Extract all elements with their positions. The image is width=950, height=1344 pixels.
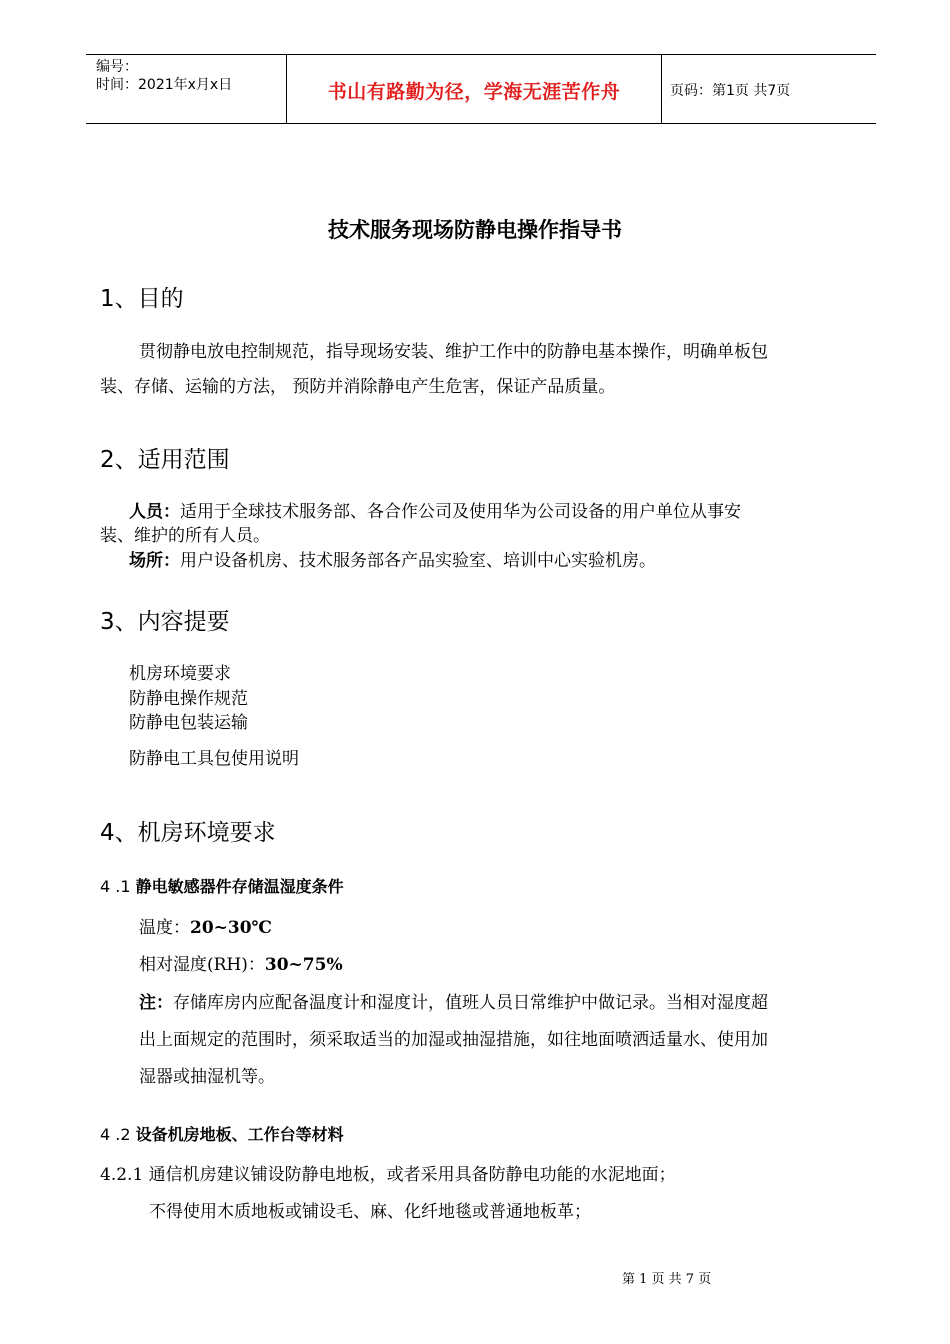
humidity-label: 相对湿度(RH)： <box>139 955 265 975</box>
temperature-value: 20~30℃ <box>190 918 272 938</box>
header-page-cell <box>662 55 876 123</box>
subsection-number: 4 .2 <box>100 1125 136 1144</box>
header-page-info: 页码：第1页 共7页 <box>670 83 791 99</box>
note-line3: 湿器或抽湿机等。 <box>139 1067 275 1087</box>
subsection-number: 4 .1 <box>100 877 136 896</box>
place-text: 用户设备机房、技术服务部各产品实验室、培训中心实验机房。 <box>180 551 656 571</box>
section-1-para-line2: 装、存储、运输的方法， 预防并消除静电产生危害，保证产品质量。 <box>100 377 616 397</box>
section-1-para-line1: 贯彻静电放电控制规范，指导现场安装、维护工作中的防静电基本操作，明确单板包 <box>139 342 768 362</box>
temperature-label: 温度： <box>139 918 190 938</box>
summary-item: 防静电工具包使用说明 <box>129 749 299 769</box>
header-motto-cell <box>286 55 662 123</box>
humidity-value: 30~75% <box>264 955 343 975</box>
section-2-people-line2: 装、维护的所有人员。 <box>100 526 270 546</box>
subsection-4-2-heading <box>100 1122 344 1145</box>
section-3-heading: 3、内容提要 <box>100 609 230 635</box>
section-2-place <box>129 549 656 573</box>
clause-4-2-1-line2: 不得使用木质地板或铺设毛、麻、化纤地毯或普通地板革； <box>149 1202 591 1222</box>
summary-item: 防静电包装运输 <box>129 713 248 733</box>
section-1-heading: 1、目的 <box>100 286 184 312</box>
page-footer: 第 1 页 共 7 页 <box>622 1272 712 1287</box>
note-label: 注： <box>139 993 173 1013</box>
clause-4-2-1-line1: 4.2.1 通信机房建议铺设防静电地板，或者采用具备防静电功能的水泥地面； <box>100 1165 676 1185</box>
temperature-line <box>139 911 272 945</box>
doc-time: 时间：2021年x月x日 <box>96 77 233 93</box>
section-2-people <box>129 500 741 524</box>
note-line1 <box>139 986 768 1020</box>
place-label: 场所： <box>129 551 180 571</box>
section-2-heading: 2、适用范围 <box>100 447 230 473</box>
subsection-4-1-heading <box>100 874 344 897</box>
section-4-heading: 4、机房环境要求 <box>100 820 276 846</box>
header-meta-cell <box>86 55 286 123</box>
header-table <box>86 54 876 124</box>
doc-number: 编号： <box>96 59 138 75</box>
summary-item: 防静电操作规范 <box>129 689 248 709</box>
people-label: 人员： <box>129 502 180 522</box>
note-text-1: 存储库房内应配备温度计和湿度计，值班人员日常维护中做记录。当相对湿度超 <box>173 993 768 1013</box>
summary-item: 机房环境要求 <box>129 664 231 684</box>
header-motto: 书山有路勤为径，学海无涯苦作舟 <box>327 81 621 103</box>
note-line2: 出上面规定的范围时，须采取适当的加湿或抽湿措施，如往地面喷洒适量水、使用加 <box>139 1030 768 1050</box>
subsection-title: 静电敏感器件存储温湿度条件 <box>135 877 344 896</box>
document-title: 技术服务现场防静电操作指导书 <box>328 218 622 242</box>
humidity-line <box>139 948 343 982</box>
subsection-title: 设备机房地板、工作台等材料 <box>135 1125 344 1144</box>
people-line1: 适用于全球技术服务部、各合作公司及使用华为公司设备的用户单位从事安 <box>180 502 741 522</box>
